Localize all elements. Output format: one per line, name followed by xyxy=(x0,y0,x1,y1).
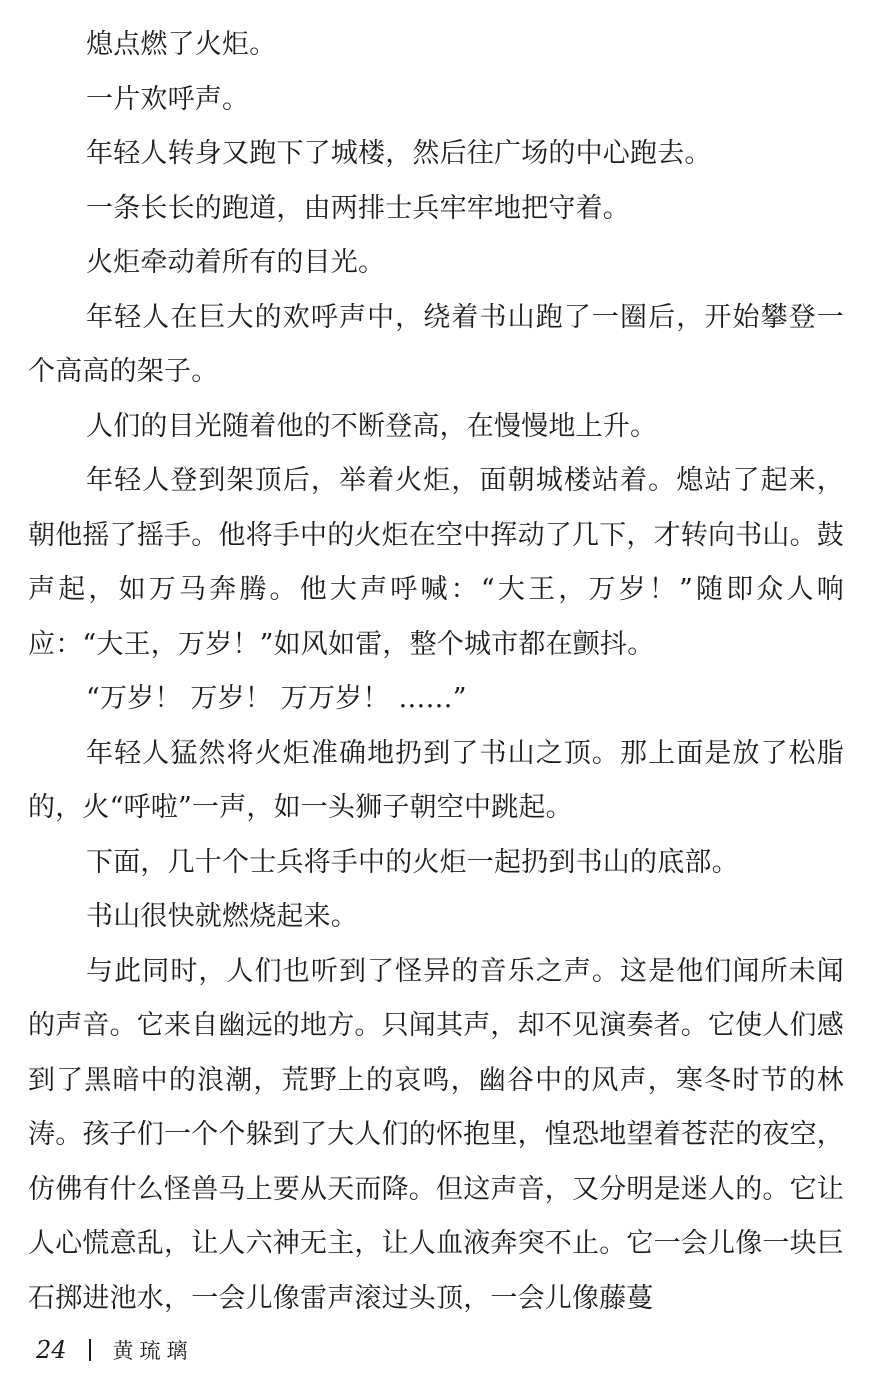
paragraph: 一条长长的跑道，由两排士兵牢牢地把守着。 xyxy=(86,192,630,224)
paragraph: 书山很快就燃烧起来。 xyxy=(86,901,358,932)
paragraph: 一片欢呼声。 xyxy=(86,83,250,115)
page-footer xyxy=(36,1328,194,1372)
footer-divider xyxy=(89,1339,91,1361)
paragraph: 熄点燃了火炬。 xyxy=(86,29,277,60)
page-number: 24 xyxy=(36,1336,67,1364)
paragraph: 年轻人猛然将火炬准确地扔到了书山之顶。那上面是放了松脂的，火“呼啦”一声，如一头狮子朝空中跳起。 xyxy=(28,737,844,823)
author-name: 黄琉璃 xyxy=(112,1339,194,1363)
paragraph: 与此同时，人们也听到了怪异的音乐之声。这是他们闻所未闻的声音。它来自幽远的地方。只闻其声，却不见演奏者。它使人们感到了黑暗中的浪潮，荒野上的哀鸣，幽谷中的风声，寒冬时节的林涛。孩子们一个个躲到了大人们的怀抱里，惶恐地望着苍茫的夜空，仿佛有什么怪兽马上要从天而降。但这声音，又分明是迷人的。它让人心慌意乱，让人六神无主，让人血液奔突不止。它一会儿像一块巨石掷进池水，一会儿像雷声滚过头顶，一会儿像藤蔓 xyxy=(28,955,844,1314)
paragraph: 下面，几十个士兵将手中的火炬一起扔到书山的底部。 xyxy=(86,846,739,878)
paragraph: 年轻人登到架顶后，举着火炬，面朝城楼站着。熄站了起来，朝他摇了摇手。他将手中的火炬在空中挥动了几下，才转向书山。鼓声起，如万马奔腾。他大声呼喊：“大王，万岁！”随即众人响应：“大王，万岁！”如风如雷，整个城市都在颤抖。 xyxy=(28,465,844,660)
paragraph: 年轻人转身又跑下了城楼，然后往广场的中心跑去。 xyxy=(86,138,712,169)
paragraph: 火炬牵动着所有的目光。 xyxy=(86,247,386,278)
paragraph: 年轻人在巨大的欢呼声中，绕着书山跑了一圈后，开始攀登一个高高的架子。 xyxy=(28,301,844,387)
text-body xyxy=(28,18,844,1326)
paragraph: 人们的目光随着他的不断登高，在慢慢地上升。 xyxy=(86,410,658,442)
paragraph: “万岁！ 万岁！ 万万岁！ ……” xyxy=(86,683,467,714)
